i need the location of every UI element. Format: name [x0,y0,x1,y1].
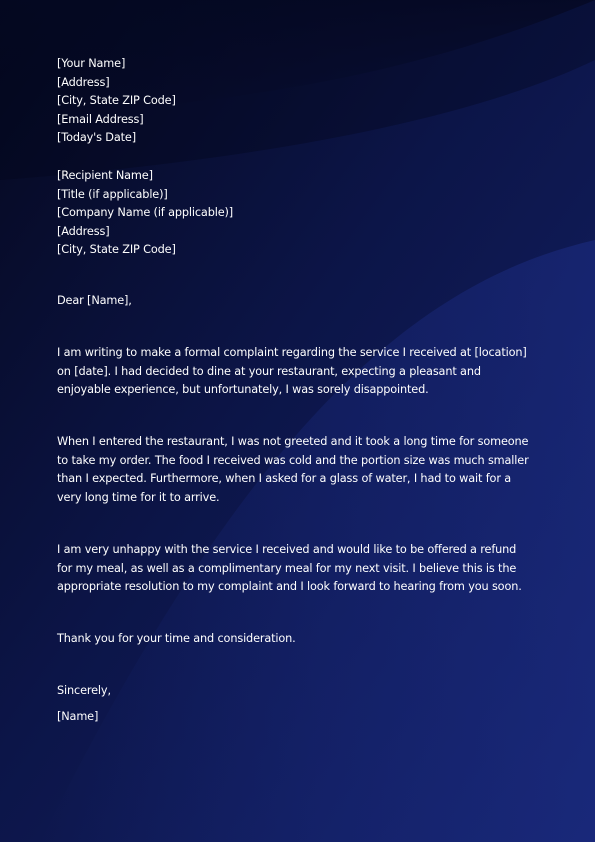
body-paragraph-3 [57,541,522,597]
signature-name: [Name] [57,710,99,723]
paragraph-line: very long time for it to arrive. [57,490,220,504]
paragraph-line: to take my order. The food I received was cold and the portion size was much smaller [57,453,529,467]
sender-name: [Your Name] [57,57,126,70]
body-paragraph-1 [57,344,527,400]
recipient-city-state-zip: [City, State ZIP Code] [57,243,176,257]
sign-off: Sincerely, [57,684,111,697]
body-paragraph-2 [57,433,529,507]
recipient-title: [Title (if applicable)] [57,187,168,201]
paragraph-line: on [date]. I had decided to dine at your restaurant, expecting a pleasant and [57,364,481,378]
sender-address-block [57,55,176,148]
closing-thanks: Thank you for your time and consideration. [57,632,296,645]
paragraph-line: than I expected. Furthermore, when I asked for a glass of water, I had to wait for a [57,472,512,486]
sender-email: [Email Address] [57,112,144,126]
sender-address: [Address] [57,75,110,89]
recipient-address-block [57,167,233,260]
paragraph-line: appropriate resolution to my complaint and I look forward to hearing from you soon. [57,580,522,594]
recipient-name: [Recipient Name] [57,169,153,182]
sender-date: [Today's Date] [57,131,136,145]
recipient-address: [Address] [57,224,110,238]
paragraph-line: enjoyable experience, but unfortunately, I was sorely disappointed. [57,383,429,397]
salutation: Dear [Name], [57,294,132,307]
sender-city-state-zip: [City, State ZIP Code] [57,94,176,108]
paragraph-line: I am writing to make a formal complaint regarding the service I received at [location] [57,346,527,359]
recipient-company: [Company Name (if applicable)] [57,206,234,220]
paragraph-line: When I entered the restaurant, I was not greeted and it took a long time for someone [57,435,529,448]
paragraph-line: for my meal, as well as a complimentary meal for my next visit. I believe this is the [57,561,517,575]
paragraph-line: I am very unhappy with the service I received and would like to be offered a refund [57,543,517,556]
